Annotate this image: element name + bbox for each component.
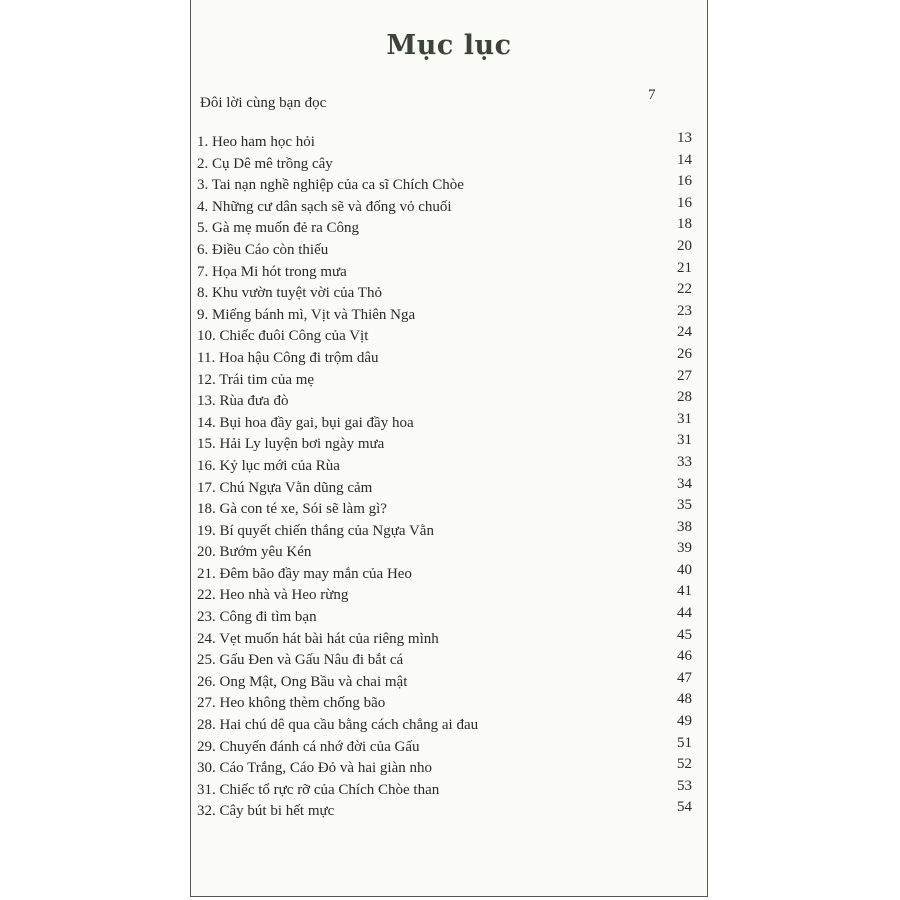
toc-entry-title: 25. Gấu Đen và Gấu Nâu đi bắt cá — [197, 652, 404, 669]
toc-entry-page-number: 44 — [677, 605, 692, 622]
preface-entry — [200, 87, 670, 117]
toc-entry-page-number: 38 — [677, 518, 692, 535]
toc-entry-title: 14. Bụi hoa đầy gai, bụi gai đầy hoa — [197, 414, 414, 431]
toc-entry-title: 4. Những cư dân sạch sẽ và đống vỏ chuối — [197, 198, 452, 215]
toc-entry-page-number: 52 — [677, 756, 692, 773]
toc-entry — [197, 259, 692, 286]
toc-entry-page-number: 54 — [677, 799, 692, 816]
toc-entry-title: 15. Hải Ly luyện bơi ngày mưa — [197, 436, 385, 453]
toc-entry — [197, 756, 692, 782]
toc-entry — [197, 497, 692, 523]
toc-entry — [197, 302, 692, 329]
toc-entry-title: 28. Hai chú dê qua cầu bằng cách chẳng ai đau — [197, 717, 479, 734]
toc-entry-page-number: 14 — [677, 151, 692, 168]
toc-entry-page-number: 31 — [677, 410, 692, 427]
toc-entry — [197, 561, 692, 588]
toc-entry-page-number: 47 — [677, 669, 692, 686]
toc-entry-page-number: 24 — [677, 324, 692, 341]
toc-entry-title: 26. Ong Mật, Ong Bầu và chai mật — [197, 673, 408, 690]
toc-entry — [197, 151, 692, 178]
toc-entry-page-number: 46 — [677, 648, 692, 665]
toc-entry-title: 7. Họa Mi hót trong mưa — [197, 263, 347, 280]
toc-entry — [197, 216, 692, 242]
toc-entry — [197, 518, 692, 545]
toc-entry-page-number: 33 — [677, 453, 692, 470]
toc-entry — [197, 540, 692, 566]
toc-entry-title: 24. Vẹt muốn hát bài hát của riêng mình — [197, 630, 439, 647]
toc-entry-page-number: 34 — [677, 475, 692, 492]
page-title: Mục lục — [386, 30, 512, 61]
toc-entry-page-number: 23 — [677, 302, 692, 319]
toc-entry-page-number: 16 — [677, 194, 692, 211]
toc-entry-title: 21. Đêm bão đầy may mắn của Heo — [197, 565, 412, 582]
toc-entry-page-number: 22 — [677, 281, 692, 298]
toc-entry-title: 22. Heo nhà và Heo rừng — [197, 587, 349, 604]
toc-entry-page-number: 31 — [677, 432, 692, 449]
toc-entry-page-number: 18 — [677, 216, 692, 233]
toc-entry — [197, 324, 692, 350]
toc-entry-title: 20. Bướm yêu Kén — [197, 544, 312, 561]
toc-entry — [197, 410, 692, 437]
toc-entry-page-number: 28 — [677, 389, 692, 406]
toc-entry-title: 16. Kỷ lục mới của Rùa — [197, 457, 340, 474]
toc-entry — [197, 799, 692, 825]
toc-entry-title: 29. Chuyến đánh cá nhớ đời của Gấu — [197, 738, 420, 755]
toc-list — [197, 130, 692, 825]
toc-entry-page-number: 53 — [677, 777, 692, 794]
toc-entry — [197, 669, 692, 696]
toc-entry-page-number: 27 — [677, 367, 692, 384]
toc-page — [190, 0, 708, 897]
toc-entry — [197, 281, 692, 307]
toc-entry-title: 19. Bí quyết chiến thắng của Ngựa Vằn — [197, 522, 434, 539]
toc-entry-page-number: 41 — [677, 583, 692, 600]
toc-entry — [197, 173, 692, 199]
toc-entry — [197, 130, 692, 156]
toc-entry — [197, 194, 692, 221]
toc-entry-page-number: 35 — [677, 497, 692, 514]
toc-entry — [197, 691, 692, 717]
toc-entry-title: 8. Khu vườn tuyệt vời của Thỏ — [197, 285, 382, 302]
toc-entry — [197, 713, 692, 739]
toc-entry-title: 17. Chú Ngựa Vằn dũng cảm — [197, 479, 373, 496]
toc-entry-title: 11. Hoa hậu Công đi trộm dâu — [197, 349, 379, 366]
toc-entry-page-number: 20 — [677, 237, 692, 254]
toc-entry — [197, 626, 692, 653]
toc-entry — [197, 345, 692, 372]
toc-entry-title: 1. Heo ham học hỏi — [197, 134, 315, 150]
toc-entry-title: 32. Cây bút bi hết mực — [197, 803, 335, 820]
toc-entry-title: 18. Gà con té xe, Sói sẽ làm gì? — [197, 501, 387, 518]
toc-entry — [197, 237, 692, 264]
toc-entry-page-number: 39 — [677, 540, 692, 557]
toc-entry — [197, 432, 692, 458]
toc-entry-title: 23. Công đi tìm bạn — [197, 609, 317, 626]
preface-label: Đôi lời cùng bạn đọc — [200, 95, 327, 111]
toc-entry-page-number: 13 — [677, 130, 692, 146]
toc-entry-title: 13. Rùa đưa đò — [197, 393, 289, 410]
toc-entry-page-number: 21 — [677, 259, 692, 276]
toc-entry-title: 3. Tai nạn nghề nghiệp của ca sĩ Chích Chòe — [197, 177, 464, 194]
toc-entry-page-number: 16 — [677, 173, 692, 190]
toc-entry — [197, 367, 692, 394]
toc-entry-title: 10. Chiếc đuôi Công của Vịt — [197, 328, 369, 345]
toc-entry — [197, 777, 692, 804]
toc-entry — [197, 648, 692, 674]
toc-entry-title: 12. Trái tim của mẹ — [197, 371, 315, 388]
toc-entry-page-number: 49 — [677, 713, 692, 730]
toc-entry-title: 27. Heo không thèm chống bão — [197, 695, 386, 712]
toc-entry — [197, 605, 692, 631]
toc-entry — [197, 389, 692, 415]
toc-entry — [197, 583, 692, 609]
toc-entry — [197, 475, 692, 502]
toc-entry-page-number: 45 — [677, 626, 692, 643]
toc-entry-page-number: 40 — [677, 561, 692, 578]
toc-entry-title: 9. Miếng bánh mì, Vịt và Thiên Nga — [197, 306, 416, 323]
toc-entry-title: 30. Cáo Trắng, Cáo Đỏ và hai giàn nho — [197, 760, 432, 777]
toc-entry-page-number: 51 — [677, 734, 692, 751]
toc-entry-title: 2. Cụ Dê mê trồng cây — [197, 155, 333, 172]
toc-entry — [197, 453, 692, 480]
toc-entry-page-number: 26 — [677, 345, 692, 362]
toc-entry-title: 31. Chiếc tổ rực rỡ của Chích Chòe than — [197, 781, 440, 798]
toc-entry-page-number: 48 — [677, 691, 692, 708]
toc-entry-title: 5. Gà mẹ muốn đẻ ra Công — [197, 220, 360, 237]
preface-page-number: 7 — [648, 87, 656, 103]
toc-entry-title: 6. Điều Cáo còn thiếu — [197, 241, 329, 258]
toc-entry — [197, 734, 692, 761]
